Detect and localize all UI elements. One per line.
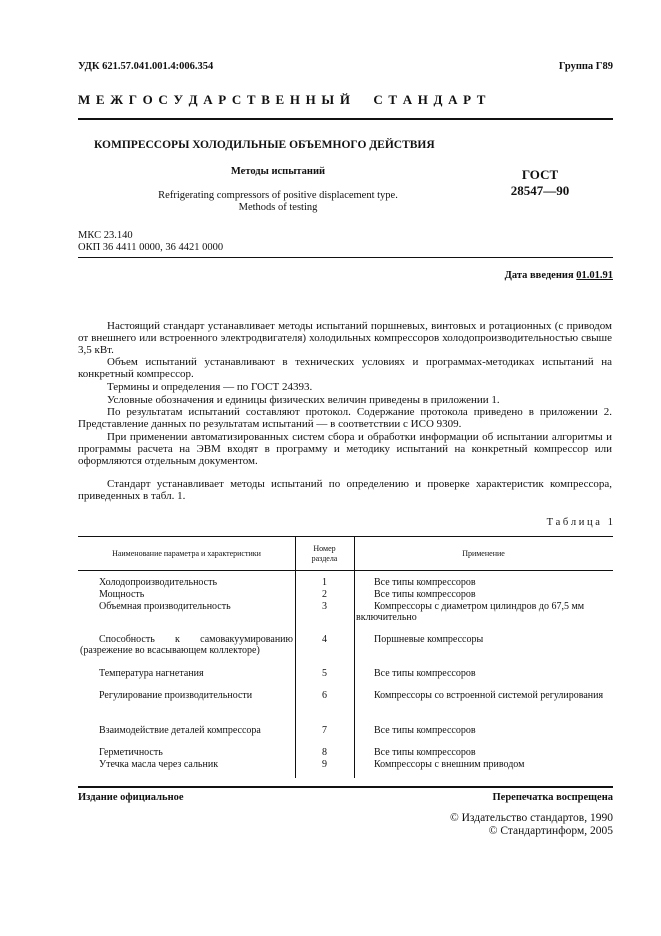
table-cell-application: Компрессоры с внешним приводом (374, 759, 525, 770)
introduction-date-value: 01.01.91 (576, 270, 613, 281)
document-subtitle: Методы испытаний (230, 166, 326, 177)
table-column-divider (354, 536, 355, 778)
paragraph: Условные обозначения и единицы физических величин приведены в приложении 1. (107, 394, 500, 406)
paragraph: При применении автоматизированных систем сбора и обработки информации об испытании алгоритмы и программы расчета на ЭВМ входят в программу и методику испытаний на конкретный компрессор или оформляются отдельным документом. (78, 431, 612, 467)
footer-rule (78, 786, 613, 788)
introduction-date (505, 270, 613, 281)
table-cell-param: Регулирование производительности (99, 690, 253, 701)
english-title (78, 190, 478, 214)
table-cell-application: Компрессоры со встроенной системой регулирования (374, 690, 604, 701)
gost-label: ГОСТ (521, 167, 559, 182)
table-caption: Т а б л и ц а 1 (546, 517, 613, 528)
table-cell-param: Холодопроизводительность (99, 577, 218, 588)
table-cell-section: 9 (322, 759, 327, 770)
table-cell-param: Утечка масла через сальник (99, 759, 219, 770)
mks-code: МКС 23.140 (78, 230, 133, 241)
codes-rule (78, 257, 613, 258)
table-column-divider (295, 536, 296, 778)
document-title: КОМПРЕССОРЫ ХОЛОДИЛЬНЫЕ ОБЪЕМНОГО ДЕЙСТВИЯ (94, 139, 435, 151)
table-cell-section: 4 (322, 634, 327, 645)
table-cell-application: Все типы компрессоров (374, 747, 476, 758)
reprint-notice: Перепечатка воспрещена (492, 792, 613, 803)
table-cell-param: Объемная производительность (99, 601, 231, 612)
introduction-date-label: Дата введения (504, 270, 577, 281)
table-cell-application: Все типы компрессоров (374, 577, 476, 588)
table-cell-param: Мощность (99, 589, 145, 600)
table-cell-section: 1 (322, 577, 327, 588)
paragraph: По результатам испытаний составляют протокол. Содержание протокола приведено в приложении 2. Представление данных по результатам испытаний — в соответствии с ИСО 9309. (78, 406, 612, 430)
table-cell-section: 7 (322, 725, 327, 736)
udk-code: УДК 621.57.041.001.4:006.354 (78, 61, 214, 72)
table-cell-application: Все типы компрессоров (374, 668, 476, 679)
official-edition: Издание официальное (78, 792, 184, 803)
table-cell-section: 3 (322, 601, 327, 612)
table-cell-section: 2 (322, 589, 327, 600)
table-cell-application: Все типы компрессоров (374, 725, 476, 736)
paragraph: Объем испытаний устанавливают в технических условиях и программах-методиках испытаний на конкретный компрессор. (78, 356, 612, 380)
table-cell-section: 8 (322, 747, 327, 758)
table-cell-application: Компрессоры с диаметром цилиндров до 67,5 мм включительно (356, 601, 585, 623)
group-code: Группа Г89 (558, 61, 613, 72)
table-cell-param: Способность к самовакуумированию (разрежение во всасывающем коллекторе) (80, 634, 293, 656)
gost-number: 28547—90 (510, 183, 570, 198)
table-cell-application: Поршневые компрессоры (374, 634, 484, 645)
standard-type: М Е Ж Г О С У Д А Р С Т В Е Н Н Ы Й С Т А Н Д А Р Т (78, 92, 487, 107)
table-cell-section: 5 (322, 668, 327, 679)
table-cell-param: Взаимодействие деталей компрессора (99, 725, 261, 736)
copyright-line-1: © Издательство стандартов, 1990 (449, 812, 613, 824)
english-title-line-1: Refrigerating compressors of positive displacement type. (158, 190, 398, 201)
copyright-block (450, 812, 613, 838)
table-cell-section: 6 (322, 690, 327, 701)
table-cell-application: Все типы компрессоров (374, 589, 476, 600)
copyright-line-2: © Стандартинформ, 2005 (488, 825, 613, 837)
table-header-param: Наименование параметра и характеристики (112, 549, 261, 558)
header-rule (78, 118, 613, 120)
english-title-line-2: Methods of testing (238, 202, 318, 213)
classification-codes (78, 230, 223, 254)
table-header-rule (78, 570, 613, 571)
table-cell-param: Температура нагнетания (99, 668, 204, 679)
table-cell-param: Герметичность (99, 747, 163, 758)
paragraph: Настоящий стандарт устанавливает методы испытаний поршневых, винтовых и ротационных (с приводом от внешнего или встроенного электродвигателя) холодильных компрессоров холодопроизводительностью свыше 3,5 кВт. (78, 320, 612, 356)
gost-designation (500, 167, 580, 199)
table-header-section: Номер раздела (311, 544, 338, 563)
table-header-application: Применение (462, 549, 505, 558)
okp-code: ОКП 36 4411 0000, 36 4421 0000 (78, 242, 224, 253)
paragraph: Термины и определения — по ГОСТ 24393. (107, 381, 313, 393)
paragraph: Стандарт устанавливает методы испытаний по определению и проверке характеристик компрессора, приведенных в табл. 1. (78, 478, 612, 502)
table-top-rule (78, 536, 613, 537)
